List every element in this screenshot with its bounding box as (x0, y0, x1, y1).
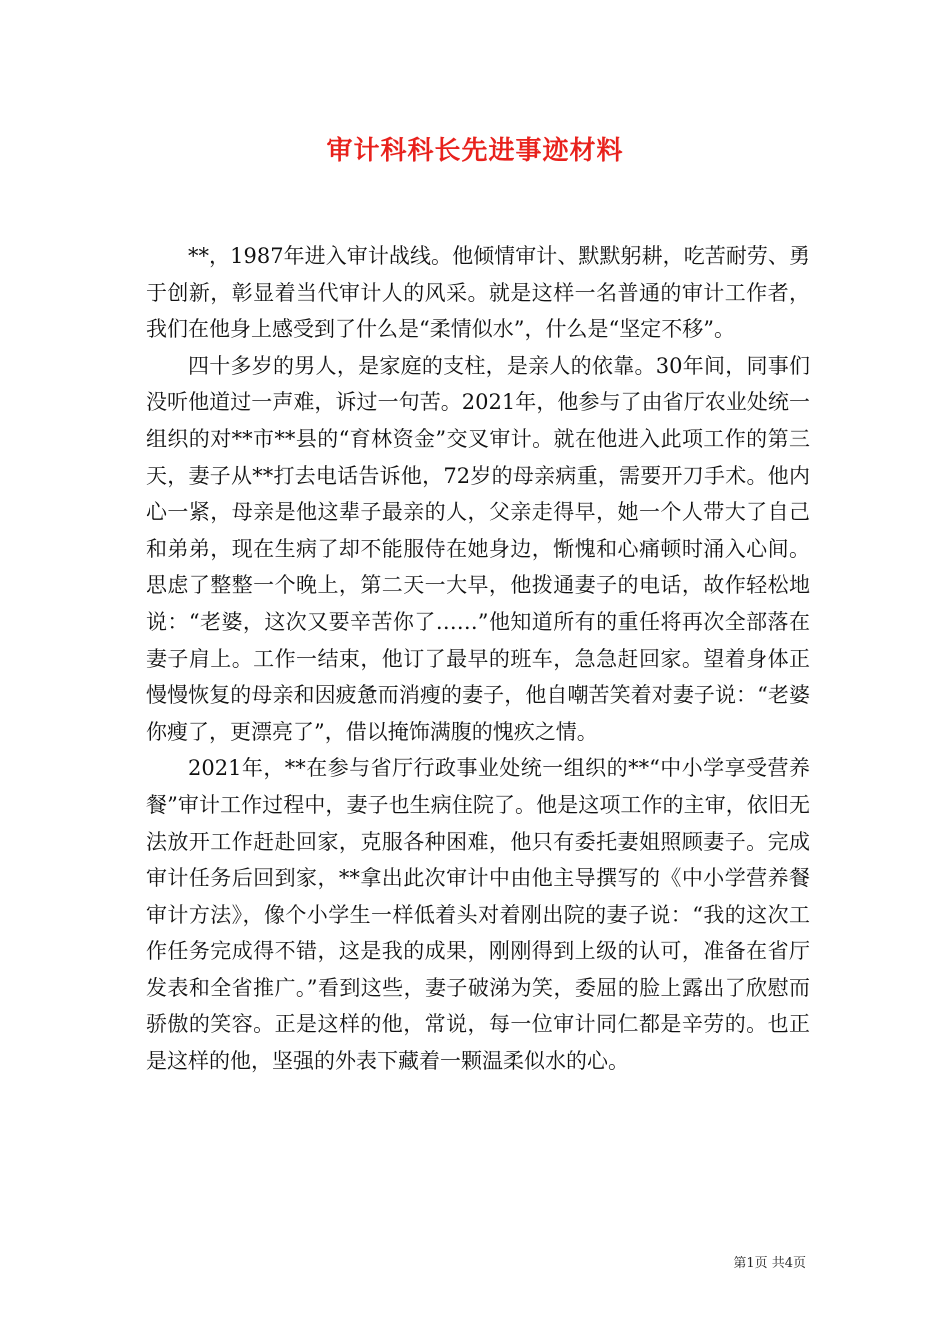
document-body (146, 238, 810, 1080)
paragraph-2: 四十多岁的男人，是家庭的支柱，是亲人的依靠。30年间，同事们没听他道过一声难，诉过一句苦。2021年，他参与了由省厅农业处统一组织的对**市**县的“育林资金”交叉审计。就在他进入此项工作的第三天，妻子从**打去电话告诉他，72岁的母亲病重，需要开刀手术。他内心一紧，母亲是他这辈子最亲的人，父亲走得早，她一个人带大了自己和弟弟，现在生病了却不能服侍在她身边，惭愧和心痛顿时涌入心间。思虑了整整一个晚上，第二天一大早，他拨通妻子的电话，故作轻松地说：“老婆，这次又要辛苦你了……”他知道所有的重任将再次全部落在妻子肩上。工作一结束，他订了最早的班车，急急赶回家。望着身体正慢慢恢复的母亲和因疲惫而消瘦的妻子，他自嘲苦笑着对妻子说：“老婆你瘦了，更漂亮了”，借以掩饰满腹的愧疚之情。 (146, 353, 810, 744)
paragraph-3: 2021年，**在参与省厅行政事业处统一组织的**“中小学享受营养餐”审计工作过程中，妻子也生病住院了。他是这项工作的主审，依旧无法放开工作赶赴回家，克服各种困难，他只有委托妻姐照顾妻子。完成审计任务后回到家，**拿出此次审计中由他主导撰写的《中小学营养餐审计方法》，像个小学生一样低着头对着刚出院的妻子说：“我的这次工作任务完成得不错，这是我的成果，刚刚得到上级的认可，准备在省厅发表和全省推广。”看到这些，妻子破涕为笑，委屈的脸上露出了欣慰而骄傲的笑容。正是这样的他，常说，每一位审计同仁都是辛劳的。也正是这样的他，坚强的外表下藏着一颗温柔似水的心。 (146, 756, 810, 1074)
document-title: 审计科科长先进事迹材料 (326, 136, 624, 166)
page-number: 第1页 共4页 (733, 1256, 806, 1271)
paragraph-1: **，1987年进入审计战线。他倾情审计、默默躬耕，吃苦耐劳、勇于创新，彰显着当代审计人的风采。就是这样一名普通的审计工作者，我们在他身上感受到了什么是“柔情似水”，什么是“坚定不移”。 (146, 244, 810, 342)
